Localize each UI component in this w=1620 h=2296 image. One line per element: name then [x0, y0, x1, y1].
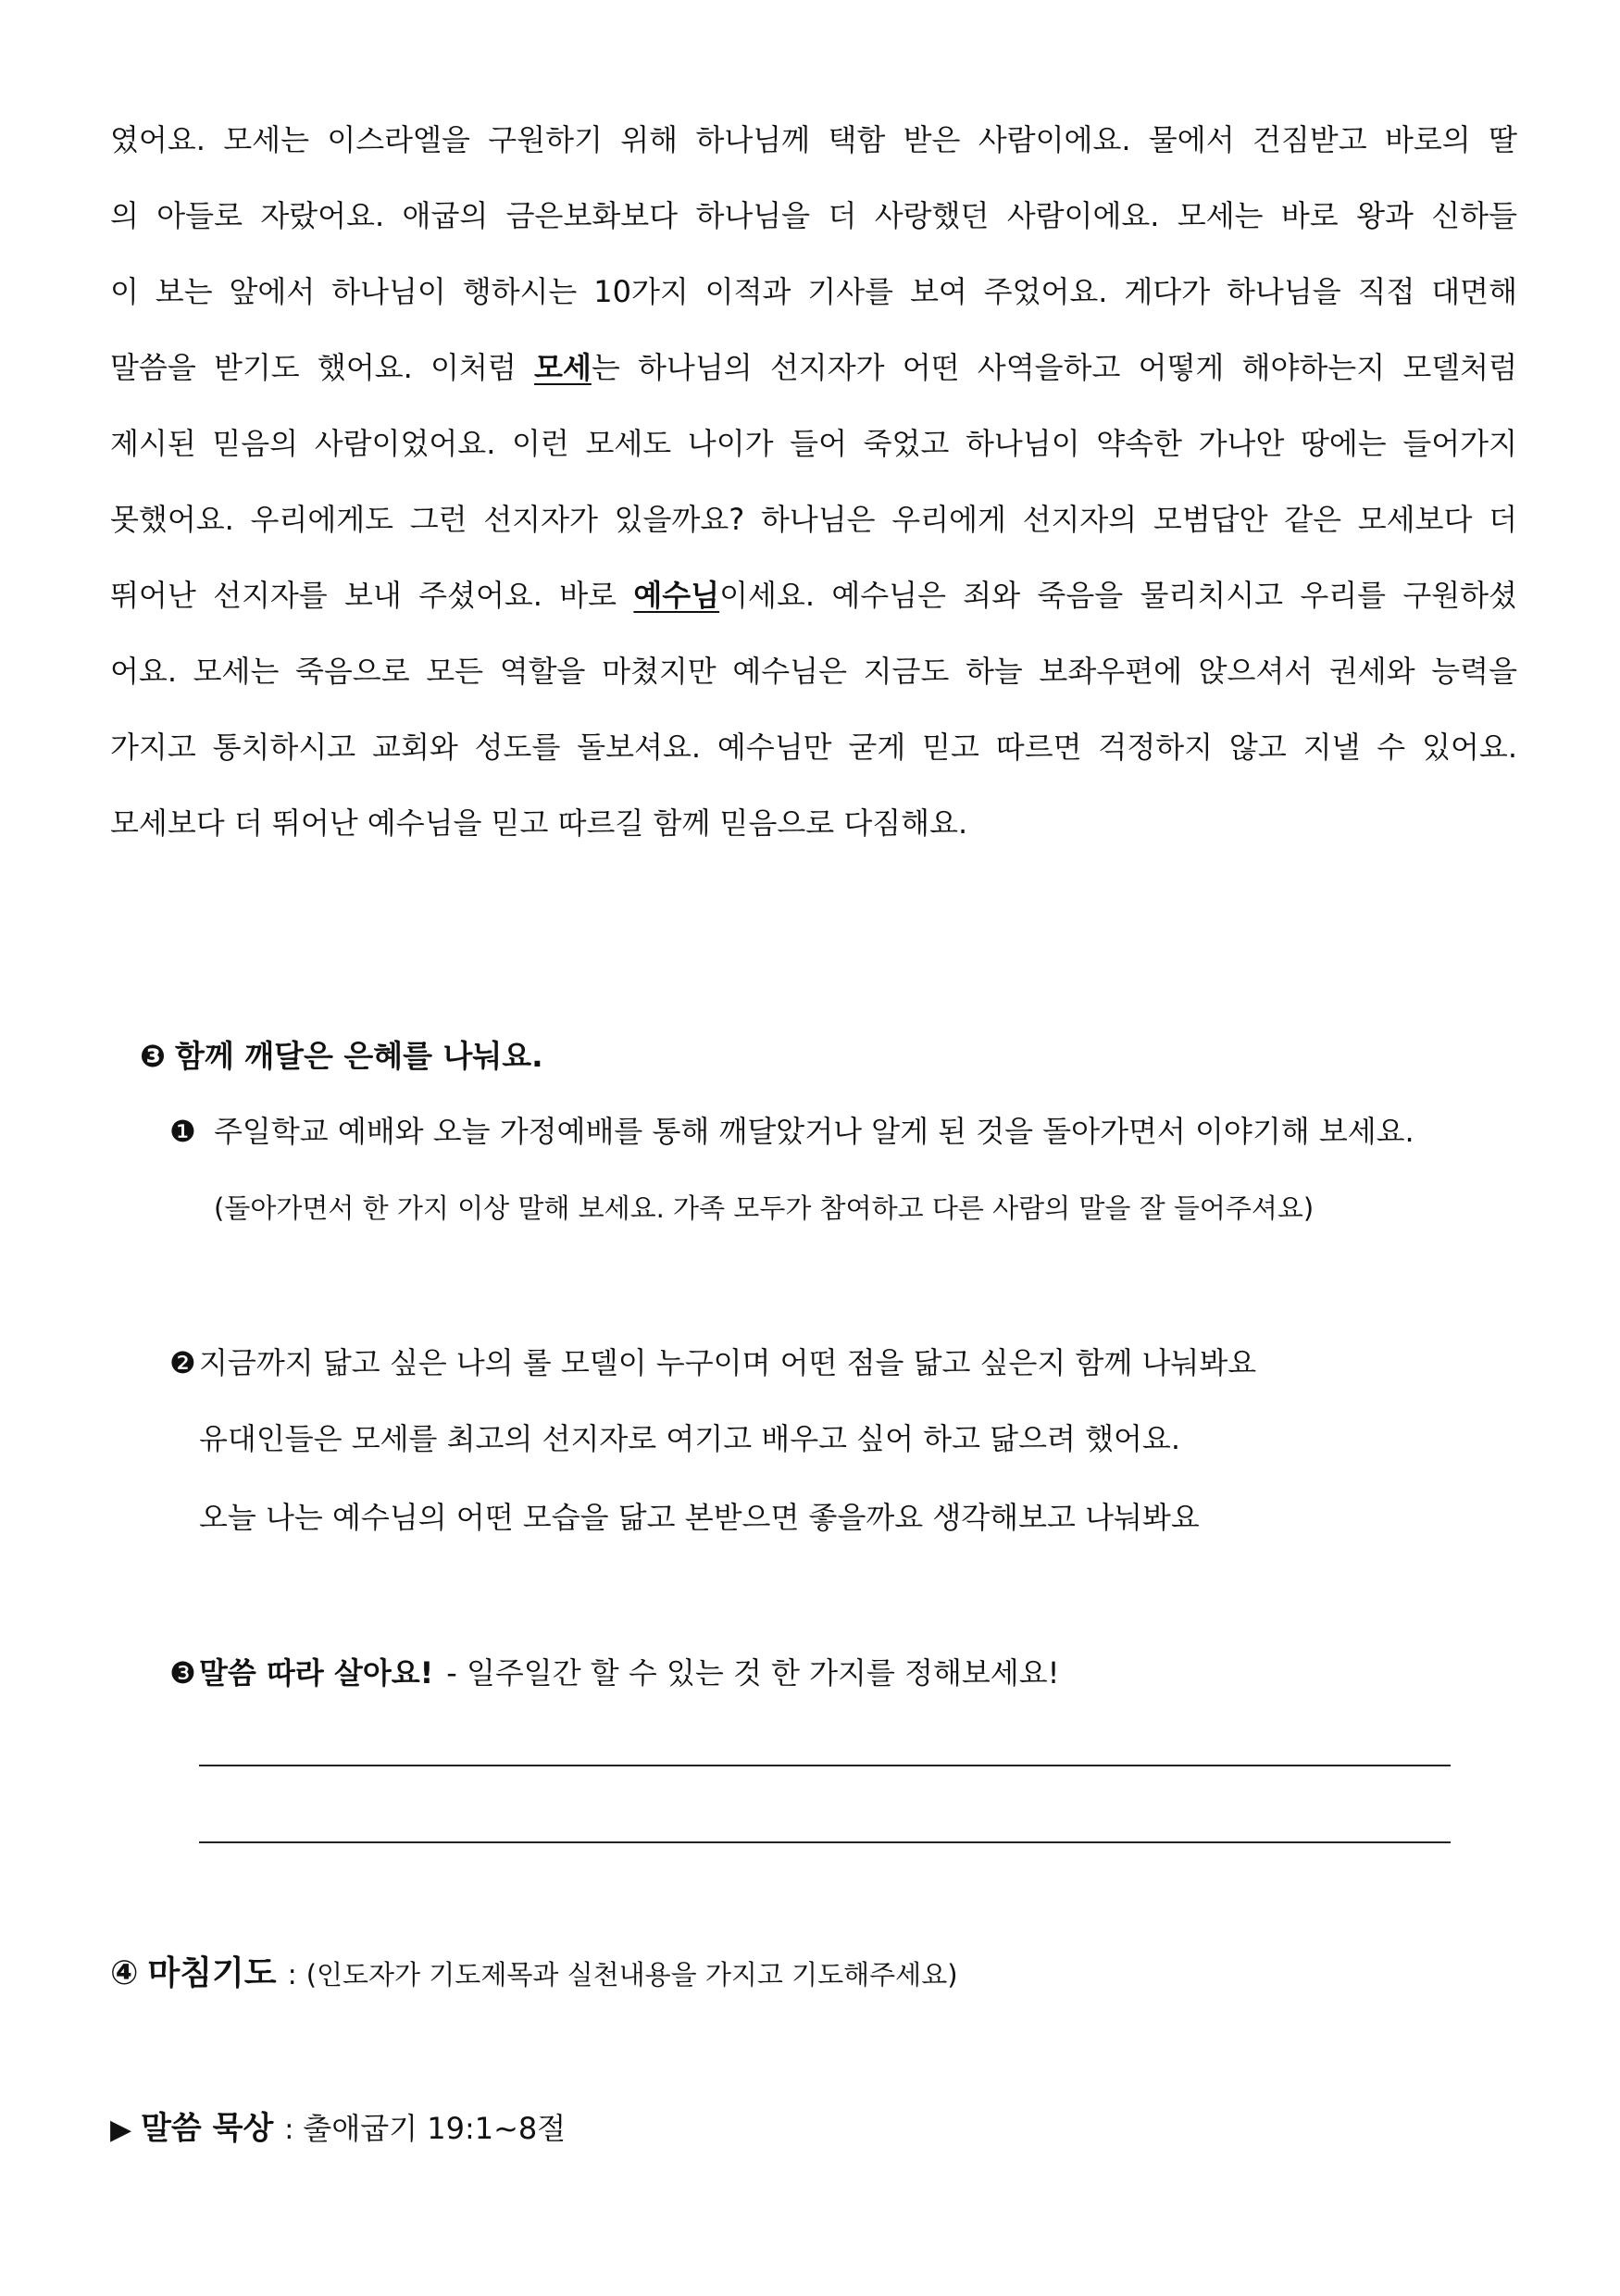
section-title: 함께 깨달은 은혜를 나눠요.: [174, 1038, 543, 1074]
passage-line: 못했어요. 우리에게도 그런 선지자가 있을까요? 하나님은 우리에게 선지자의 모범답안 같은 모세보다 더: [110, 502, 1517, 537]
section-number: ❸: [140, 1038, 166, 1074]
meditation-reference: 출애굽기 19:1~8절: [303, 2111, 567, 2146]
emphasis-jesus: 예수님: [633, 578, 720, 613]
meditation-label: 말씀 묵상: [141, 2110, 274, 2147]
item-label: 말씀 따라 살아요!: [199, 1655, 434, 1691]
item-bullet-glyph: ❷: [169, 1345, 196, 1380]
answer-line: [199, 1765, 1451, 1766]
item-text: - 일주일간 할 수 있는 것 한 가지를 정해보세요!: [446, 1655, 1060, 1691]
passage-line: 였어요. 모세는 이스라엘을 구원하기 위해 하나님께 택함 받은 사람이에요. 물에서 건짐받고 바로의 딸: [110, 122, 1517, 157]
separator: :: [287, 1959, 297, 1991]
passage-line: [110, 330, 1517, 406]
item-bullet: [169, 1108, 196, 1154]
closing-prayer-label: 마침기도: [147, 1954, 277, 1992]
passage-line: 가지고 통치하시고 교회와 성도를 돌보셔요. 예수님만 굳게 믿고 따르면 걱정하지 않고 지낼 수 있어요.: [110, 730, 1517, 765]
item-bullet: [169, 1340, 196, 1386]
sharing-item-3: [169, 1650, 1558, 1696]
sharing-item-1: [169, 1108, 1558, 1154]
play-arrow-icon: ▶: [110, 2114, 132, 2146]
emphasis-moses: 모세: [534, 350, 592, 385]
item-text: 주일학교 예배와 오늘 가정예배를 통해 깨달았거나 알게 된 것을 돌아가면서 이야기해 보세요.: [214, 1114, 1414, 1149]
item-bullet-glyph: ❶: [169, 1114, 196, 1149]
item-bullet-glyph: ❸: [169, 1655, 196, 1691]
answer-line: [199, 1841, 1451, 1843]
passage-text: 말씀을 받기도 했어요. 이처럼: [110, 350, 535, 385]
passage-line: 제시된 믿음의 사람이었어요. 이런 모세도 나이가 들어 죽었고 하나님이 약속한 가나안 땅에는 들어가지: [110, 426, 1517, 461]
passage-text: 는 하나님의 선지자가 어떤 사역을하고 어떻게 해야하는지 모델처럼: [591, 350, 1517, 385]
sharing-item-2: [169, 1340, 1558, 1386]
scripture-meditation: [110, 2103, 1517, 2154]
item-2-line: 오늘 나는 예수님의 어떤 모습을 닮고 본받으면 좋을까요 생각해보고 나눠봐요: [199, 1500, 1200, 1535]
item-bullet: [169, 1650, 196, 1696]
section-number: ④: [110, 1954, 139, 1992]
passage-line: 이 보는 앞에서 하나님이 행하시는 10가지 이적과 기사를 보여 주었어요. 게다가 하나님을 직접 대면해: [110, 274, 1517, 309]
item-text: 지금까지 닮고 싶은 나의 롤 모델이 누구이며 어떤 점을 닮고 싶은지 함께 나눠봐요: [199, 1345, 1257, 1380]
passage-line: 모세보다 더 뛰어난 예수님을 믿고 따르길 함께 믿음으로 다짐해요.: [110, 805, 968, 841]
closing-prayer-text: (인도자가 기도제목과 실천내용을 가지고 기도해주세요): [305, 1959, 958, 1990]
story-passage: [110, 102, 1517, 861]
passage-text: 뛰어난 선지자를 보내 주셨어요. 바로: [110, 578, 634, 613]
closing-prayer: [110, 1948, 1517, 2000]
separator: :: [284, 2114, 294, 2146]
item-1-note: (돌아가면서 한 가지 이상 말해 보세요. 가족 모두가 참여하고 다른 사람의 말을 잘 들어주셔요): [214, 1192, 1315, 1224]
passage-text: 이세요. 예수님은 죄와 죽음을 물리치시고 우리를 구원하셨: [719, 578, 1518, 613]
sharing-heading: [140, 1033, 543, 1079]
item-2-line: 유대인들은 모세를 최고의 선지자로 여기고 배우고 싶어 하고 닮으려 했어요.: [199, 1421, 1180, 1456]
passage-line: [110, 557, 1517, 633]
passage-line: 의 아들로 자랐어요. 애굽의 금은보화보다 하나님을 더 사랑했던 사람이에요. 모세는 바로 왕과 신하들: [110, 198, 1517, 233]
passage-line: 어요. 모세는 죽음으로 모든 역할을 마쳤지만 예수님은 지금도 하늘 보좌우편에 앉으셔서 권세와 능력을: [110, 654, 1517, 689]
